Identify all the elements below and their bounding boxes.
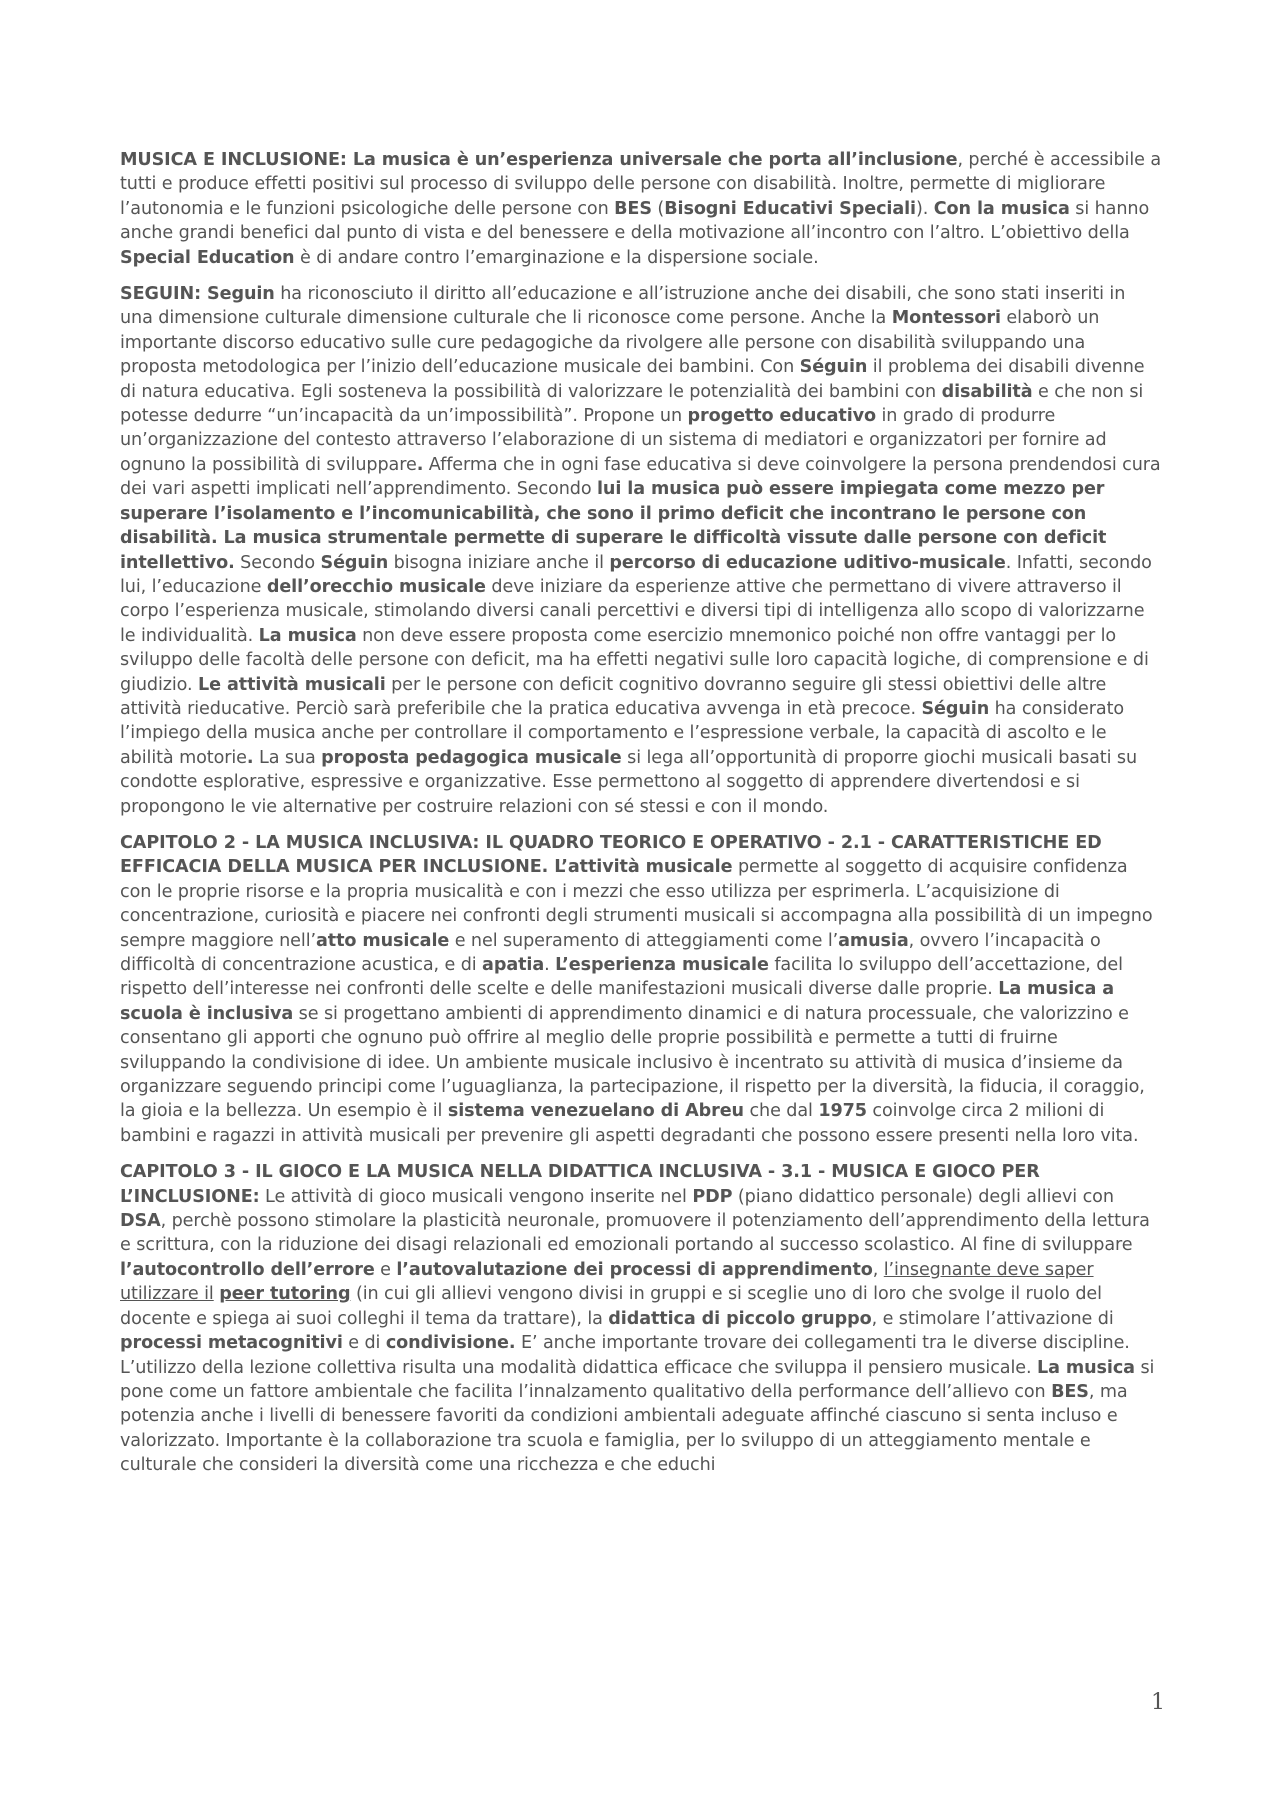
bold-text: La musica xyxy=(258,625,357,646)
bold-text: l’autocontrollo dell’errore xyxy=(120,1259,375,1280)
bold-text: . xyxy=(246,747,254,768)
text-run: E’ anche importante trovare dei collegamenti tra le diverse discipline. L’utilizzo della lezione collettiva risulta una modalità didattica efficace che sviluppa il pensiero musicale. xyxy=(120,1333,1130,1378)
text-run: ha considerato l’impiego della musica anche per controllare il comportamento e l’espressione verbale, la capacità di ascolto e le abilità motorie xyxy=(120,698,1125,768)
bold-text: BES xyxy=(614,198,652,219)
bold-text: disabilità xyxy=(941,381,1033,402)
bold-text: . xyxy=(416,454,424,475)
bold-text: dell’orecchio musicale xyxy=(266,576,486,597)
bold-text: La musica xyxy=(1036,1357,1135,1378)
bold-text: Special Education xyxy=(120,247,295,268)
text-run: non deve essere proposta come esercizio mnemonico poiché non offre vantaggi per lo sviluppo delle facoltà delle persone con deficit, ma ha effetti negativi sulle loro capacità logiche, di comprensione e di giudizio. xyxy=(120,625,1149,695)
bold-text: l’autovalutazione dei processi di apprendimento xyxy=(396,1259,873,1280)
text-run: coinvolge circa 2 milioni di bambini e ragazzi in attività musicali per prevenire gli aspetti degradanti che possono essere presenti nella loro vita. xyxy=(120,1101,1139,1146)
text-run: se si progettano ambienti di apprendimento dinamici e di natura processuale, che valorizzino e consentano gli apporti che ognuno può offrire al meglio delle proprie possibilità e permette a tutti di fruirne sviluppando la condivisione di idee. Un ambiente musicale inclusivo è incentrato su attività di musica d’insieme da organizzare seguendo principi come l’uguaglianza, la partecipazione, il rispetto per la diversità, la fiducia, il coraggio, la gioia e la bellezza. Un esempio è il xyxy=(120,1003,1145,1122)
text-run: , ma potenzia anche i livelli di benessere favoriti da condizioni ambientali adeguate affinché ciascuno si senta incluso e valorizzato. Importante è la collaborazione tra scuola e famiglia, per lo sviluppo di un atteggiamento mentale e culturale che consideri la diversità come una ricchezza e che educhi xyxy=(120,1381,1128,1476)
text-run: . Infatti, secondo lui, l’educazione xyxy=(120,552,1152,597)
text-run: e di xyxy=(342,1333,386,1354)
text-run: elaborò un importante discorso educativo sulle cure pedagogiche da rivolgere alle persone con disabilità sviluppando una proposta metodologica per l’inizio dell’educazione musicale dei bambini. Con xyxy=(120,308,1100,378)
text-run: (piano didattico personale) degli allievi con xyxy=(732,1186,1114,1207)
text-run: facilita lo sviluppo dell’accettazione, del rispetto dell’interesse nei confronti delle scelte e delle manifestazioni musicali diverse dalle proprie. xyxy=(120,955,1123,1000)
text-run: che dal xyxy=(743,1101,819,1122)
bold-text: processi metacognitivi xyxy=(120,1333,343,1354)
text-run: . xyxy=(544,955,556,975)
bold-text: sistema venezuelano di Abreu xyxy=(447,1101,744,1122)
bold-text: apatia xyxy=(482,955,545,975)
text-run: , perchè possono stimolare la plasticità neuronale, promuovere il potenziamento dell’apprendimento della lettura e scrittura, con la riduzione dei disagi relazionali ed emozionali portando al successo scolastico. Al fine di sviluppare xyxy=(120,1211,1150,1256)
text-run: permette al soggetto di acquisire confidenza con le proprie risorse e la propria musicalità e con i mezzi che esso utilizza per esprimerla. L’acquisizione di concentrazione, curiosità e piacere nei confronti degli strumenti musicali si accompagna alla possibilità di un impegno sempre maggiore nell’ xyxy=(120,857,1153,951)
text-run: , e stimolare l’attivazione di xyxy=(871,1308,1114,1329)
bold-text: Séguin xyxy=(921,698,990,719)
text-run: in grado di produrre un’organizzazione del contesto attraverso l’elaborazione di un sistema di mediatori e organizzatori per fornire ad ognuno la possibilità di sviluppare xyxy=(120,406,1107,475)
text-run: La sua xyxy=(253,747,322,768)
text-run: il problema dei disabili divenne di natura educativa. Egli sosteneva la possibilità di valorizzare le potenzialità dei bambini con xyxy=(120,357,1145,402)
text-run: , perché è accessibile a tutti e produce effetti positivi sul processo di sviluppo delle persone con disabilità. Inoltre, permette di migliorare l’autonomia e le funzioni psicologiche delle persone con xyxy=(120,150,1162,219)
document-body xyxy=(120,148,1162,1490)
text-run: si lega all’opportunità di proporre giochi musicali basati su condotte esplorative, espressive e organizzative. Esse permettono al soggetto di apprendere divertendosi e si propongono le vie alternative per costruire relazioni con sé stessi e con il mondo. xyxy=(120,747,1137,817)
page-number: 1 xyxy=(1151,1690,1165,1715)
bold-text: Séguin xyxy=(320,552,389,573)
bold-text: L’esperienza musicale xyxy=(555,955,769,975)
text-run: è di andare contro l’emarginazione e la dispersione sociale. xyxy=(294,247,819,268)
text-run: Le attività di gioco musicali vengono inserite nel xyxy=(259,1186,693,1207)
text-run: l’insegnante deve saper utilizzare il xyxy=(120,1259,1094,1305)
text-run: , xyxy=(872,1259,884,1280)
bold-text: progetto educativo xyxy=(687,406,876,427)
text-run: ). xyxy=(915,198,934,219)
text-run: si pone come un fattore ambientale che facilita l’innalzamento qualitativo della performance dell’allievo con xyxy=(120,1357,1155,1402)
bold-text: La musica a scuola è inclusiva xyxy=(120,979,1115,1024)
text-run: per le persone con deficit cognitivo dovranno seguire gli stessi obiettivi delle altre attività rieducative. Perciò sarà preferibile che la pratica educativa avvenga in età precoce. xyxy=(120,674,1107,719)
bold-text: proposta pedagogica musicale xyxy=(321,747,622,768)
bold-text: MUSICA E INCLUSIONE: La musica è un’esperienza universale che porta all’inclusione xyxy=(120,150,958,170)
text-run: (in cui gli allievi vengono divisi in gruppi e si sceglie uno di loro che svolge il ruolo del docente e spiega ai suoi colleghi il tema da trattare), la xyxy=(120,1284,1102,1329)
bold-text: Séguin xyxy=(799,357,868,378)
text-run: Afferma che in ogni fase educativa si deve coinvolgere la persona prendendosi cura dei vari aspetti implicati nell’apprendimento. Secondo xyxy=(120,454,1161,500)
text-run: bisogna iniziare anche il xyxy=(388,552,610,573)
text-run: e nel superamento di atteggiamenti come l’ xyxy=(449,930,839,951)
bold-text: CAPITOLO 3 - IL GIOCO E LA MUSICA NELLA DIDATTICA INCLUSIVA - 3.1 - MUSICA E GIOCO PER L’INCLUSIONE: xyxy=(120,1162,1040,1207)
bold-text: percorso di educazione uditivo-musicale xyxy=(609,552,1006,573)
bold-text: Bisogni Educativi Speciali xyxy=(664,198,916,219)
bold-text: PDP xyxy=(692,1186,733,1207)
text-run: deve iniziare da esperienze attive che permettano di vivere attraverso il corpo l’esperienza musicale, stimolando diversi canali percettivi e diversi tipi di intelligenza allo scopo di valorizzarne le individualità. xyxy=(120,576,1145,646)
bold-text: didattica di piccolo gruppo xyxy=(608,1308,872,1329)
paragraph-seguin xyxy=(120,282,1162,819)
paragraph-capitolo-2 xyxy=(120,831,1162,1148)
bold-text: amusia xyxy=(838,930,909,951)
bold-text: Le attività musicali xyxy=(198,674,386,695)
text-run: ( xyxy=(651,198,665,219)
text-run: e xyxy=(374,1259,397,1280)
text-run: , ovvero l’incapacità o difficoltà di concentrazione acustica, e di xyxy=(120,930,1101,975)
bold-text: lui la musica può essere impiegata come mezzo per superare l’isolamento e l’incomunicabilità, che sono il primo deficit che incontrano le persone con disabilità. La musica strumentale permette di superare le difficoltà vissute dalle persone con deficit intellettivo. xyxy=(120,479,1107,573)
bold-text: atto musicale xyxy=(315,930,450,951)
bold-text: BES xyxy=(1051,1381,1089,1402)
text-run: Secondo xyxy=(234,552,321,573)
bold-text: condivisione. xyxy=(385,1333,516,1354)
text-run: ha riconosciuto il diritto all’educazione e all’istruzione anche dei disabili, che sono stati inseriti in una dimensione culturale dimensione culturale che li riconosce come persone. Anche la xyxy=(120,284,1126,329)
bold-text: peer tutoring xyxy=(219,1284,351,1305)
bold-text: Con la musica xyxy=(933,198,1070,219)
bold-text: 1975 xyxy=(818,1101,867,1122)
bold-text: DSA xyxy=(120,1211,161,1232)
text-run: si hanno anche grandi benefici dal punto di vista e del benessere e della motivazione all’incontro con l’altro. L’obiettivo della xyxy=(120,198,1150,244)
paragraph-capitolo-3 xyxy=(120,1160,1162,1477)
bold-text: CAPITOLO 2 - LA MUSICA INCLUSIVA: IL QUADRO TEORICO E OPERATIVO - 2.1 - CARATTERISTICHE ED EFFICACIA DELLA MUSICA PER INCLUSIONE. L’attività musicale xyxy=(120,832,1102,878)
bold-text: Montessori xyxy=(891,308,1001,329)
paragraph-musica-e-inclusione xyxy=(120,148,1162,270)
bold-text: SEGUIN: Seguin xyxy=(120,284,275,305)
text-run: e che non si potesse dedurre “un’incapacità da un’impossibilità”. Propone un xyxy=(120,381,1144,427)
